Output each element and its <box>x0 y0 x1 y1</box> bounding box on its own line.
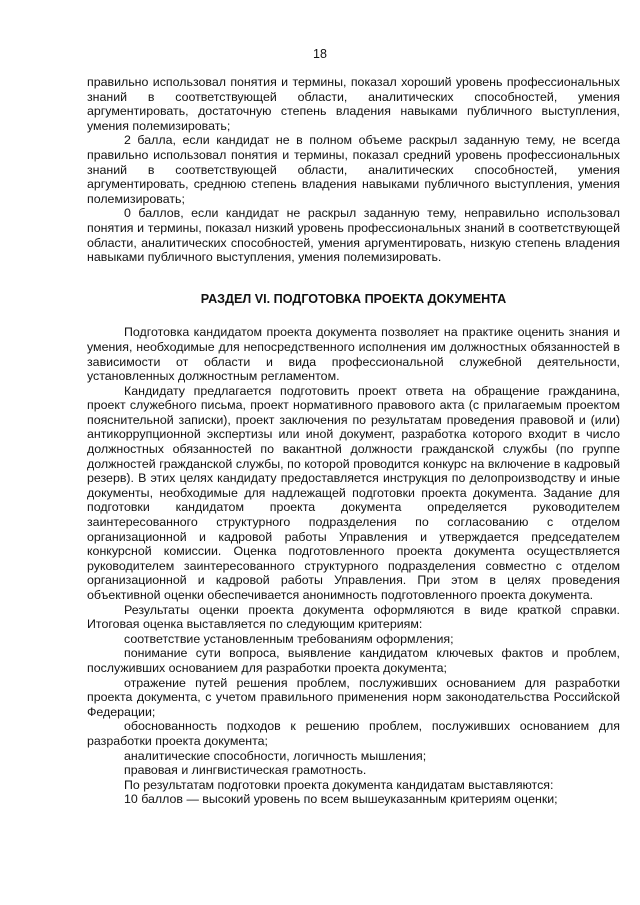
page-number: 18 <box>313 47 327 61</box>
paragraph: правильно использовал понятия и термины, показал хороший уровень профессиональных знаний в соответствующей области, аналитических способностей, умения аргументировать, достаточную степень владения навыками публичного выступления, умения полемизировать; <box>87 75 620 133</box>
criteria-item: правовая и лингвистическая грамотность. <box>124 763 367 778</box>
criteria-item: 10 баллов — высокий уровень по всем вышеуказанным критериям оценки; <box>124 792 558 807</box>
criteria-item: аналитические способности, логичность мышления; <box>124 748 427 763</box>
criteria-item: отражение путей решения проблем, послуживших основанием для разработки проекта документа, с учетом правильного применения норм законодательства Российской Федерации; <box>87 675 620 719</box>
document-body <box>87 75 620 807</box>
criteria-item: понимание сути вопроса, выявление кандидатом ключевых фактов и проблем, послуживших основанием для разработки проекта документа; <box>87 646 620 675</box>
section-vi-body <box>87 325 620 807</box>
paragraph: Подготовка кандидатом проекта документа позволяет на практике оценить знания и умения, необходимые для непосредственного исполнения им должностных обязанностей в зависимости от области и вида профессиональной служебной деятельности, установленных должностным регламентом. <box>87 325 620 384</box>
section-heading: РАЗДЕЛ VI. ПОДГОТОВКА ПРОЕКТА ДОКУМЕНТА <box>200 291 507 306</box>
evaluation-criteria-continuation <box>87 75 620 265</box>
criteria-item: обоснованность подходов к решению проблем, послуживших основанием для разработки проекта документа; <box>87 719 620 748</box>
paragraph: 0 баллов, если кандидат не раскрыл заданную тему, неправильно использовал понятия и термины, показал низкий уровень профессиональных знаний в соответствующей области, аналитических способностей, умения аргументировать, низкую степень владения навыками публичного выступления, умения полемизировать. <box>87 206 620 265</box>
criteria-item: По результатам подготовки проекта документа кандидатам выставляются: <box>124 777 554 792</box>
paragraph: Результаты оценки проекта документа оформляются в виде краткой справки. Итоговая оценка выставляется по следующим критериям: <box>87 602 620 632</box>
criteria-item: соответствие установленным требованиям оформления; <box>124 631 454 646</box>
paragraph: 2 балла, если кандидат не в полном объеме раскрыл заданную тему, не всегда правильно использовал понятия и термины, показал средний уровень профессиональных знаний в соответствующей области, аналитических способностей, умения аргументировать, среднюю степень владения навыками публичного выступления, умения полемизировать; <box>87 133 620 206</box>
paragraph: Кандидату предлагается подготовить проект ответа на обращение гражданина, проект служебного письма, проект нормативного правового акта (с прилагаемым проектом пояснительной записки), проект заключения по результатам проведения правовой и (или) антикоррупционной экспертизы или иной документ, разработка которого входит в число должностных обязанностей по вакантной должности гражданской службы (по группе должностей гражданской службы, по которой проводится конкурс на включение в кадровый резерв). В этих целях кандидату предоставляется инструкция по делопроизводству и иные документы, необходимые для надлежащей подготовки проекта документа. Задание для подготовки кандидатом проекта документа определяется руководителем заинтересованного структурного подразделения по согласованию с отделом организационной и кадровой работы Управления и утверждается председателем конкурсной комиссии. Оценка подготовленного проекта документа осуществляется руководителем заинтересованного структурного подразделения совместно с отделом организационной и кадровой работы Управления. При этом в целях проведения объективной оценки обеспечивается анонимность подготовленного проекта документа. <box>87 383 620 602</box>
